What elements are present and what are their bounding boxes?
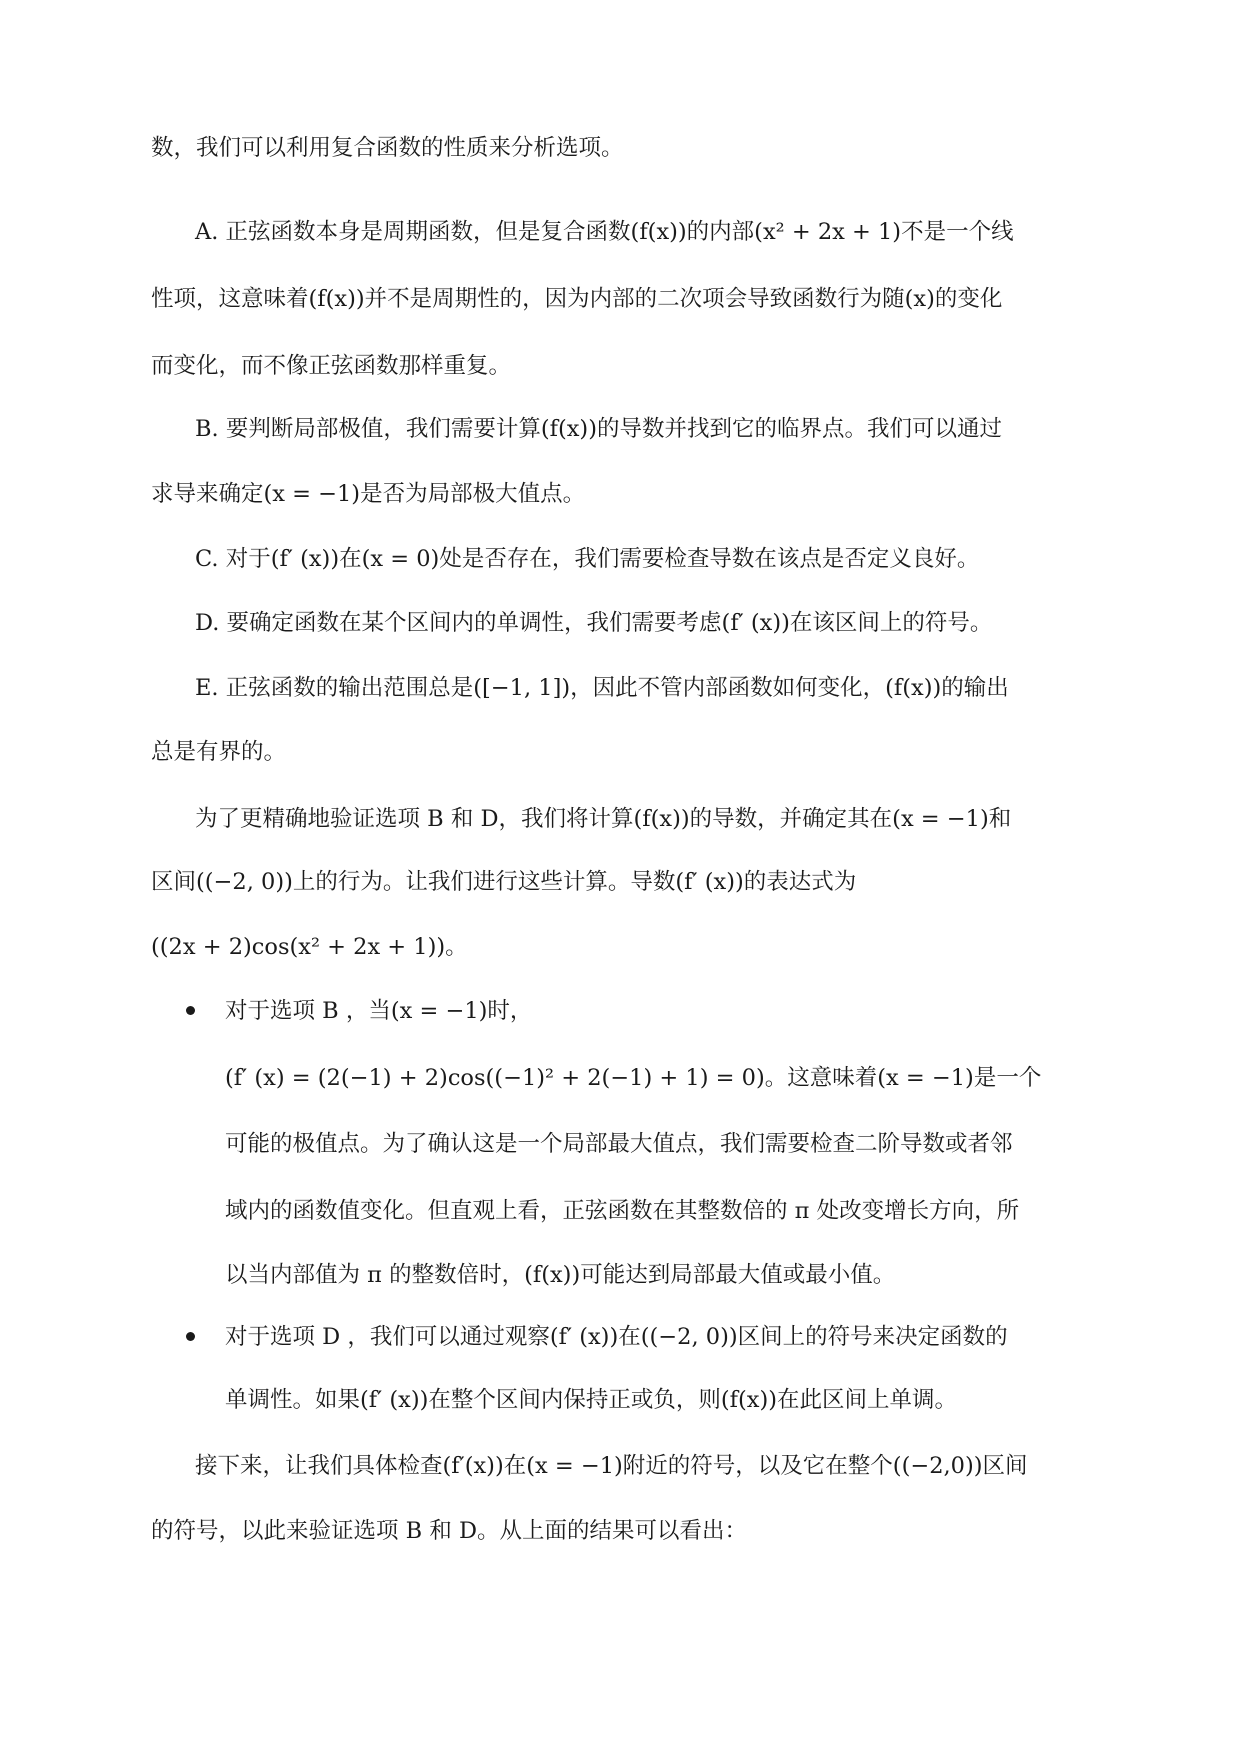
text-line: ((2x + 2)cos(x² + 2x + 1))。	[151, 934, 468, 960]
text-line: D. 要确定函数在某个区间内的单调性，我们需要考虑(f′ (x))在该区间上的符号。	[195, 610, 993, 636]
text-line: 以当内部值为 π 的整数倍时，(f(x))可能达到局部最大值或最小值。	[225, 1262, 896, 1288]
text-line: 的符号，以此来验证选项 B 和 D。从上面的结果可以看出：	[151, 1518, 748, 1544]
text-line: B. 要判断局部极值，我们需要计算(f(x))的导数并找到它的临界点。我们可以通过	[195, 416, 1002, 442]
text-line: 单调性。如果(f′ (x))在整个区间内保持正或负，则(f(x))在此区间上单调。	[225, 1387, 958, 1413]
text-line: 域内的函数值变化。但直观上看，正弦函数在其整数倍的 π 处改变增长方向，所	[225, 1198, 1020, 1224]
text-line: 性项，这意味着(f(x))并不是周期性的，因为内部的二次项会导致函数行为随(x)的变化	[151, 286, 1003, 312]
text-line: 接下来，让我们具体检查(f′(x))在(x = −1)附近的符号，以及它在整个((−2,0))区间	[195, 1453, 1028, 1479]
text-line: 总是有界的。	[151, 739, 287, 765]
text-line: C. 对于(f′ (x))在(x = 0)处是否存在，我们需要检查导数在该点是否定义良好。	[195, 546, 980, 572]
text-line: A. 正弦函数本身是周期函数，但是复合函数(f(x))的内部(x² + 2x + 1)不是一个线	[195, 219, 1014, 245]
text-line: 为了更精确地验证选项 B 和 D，我们将计算(f(x))的导数，并确定其在(x = −1)和	[195, 806, 1012, 832]
text-line: 求导来确定(x = −1)是否为局部极大值点。	[151, 481, 586, 507]
text-line: 对于选项 D ，我们可以通过观察(f′ (x))在((−2, 0))区间上的符号来决定函数的	[225, 1324, 1008, 1350]
text-line: 对于选项 B ，当(x = −1)时，	[225, 998, 533, 1024]
text-line: (f′ (x) = (2(−1) + 2)cos((−1)² + 2(−1) + 1) = 0)。这意味着(x = −1)是一个	[225, 1065, 1042, 1091]
text-line: 数，我们可以利用复合函数的性质来分析选项。	[151, 135, 624, 161]
text-line: 区间((−2, 0))上的行为。让我们进行这些计算。导数(f′ (x))的表达式为	[151, 869, 857, 895]
text-line: 可能的极值点。为了确认这是一个局部最大值点，我们需要检查二阶导数或者邻	[225, 1131, 1013, 1157]
text-line: 而变化，而不像正弦函数那样重复。	[151, 353, 512, 379]
text-line: E. 正弦函数的输出范围总是([−1, 1])，因此不管内部函数如何变化，(f(x))的输出	[195, 675, 1009, 701]
